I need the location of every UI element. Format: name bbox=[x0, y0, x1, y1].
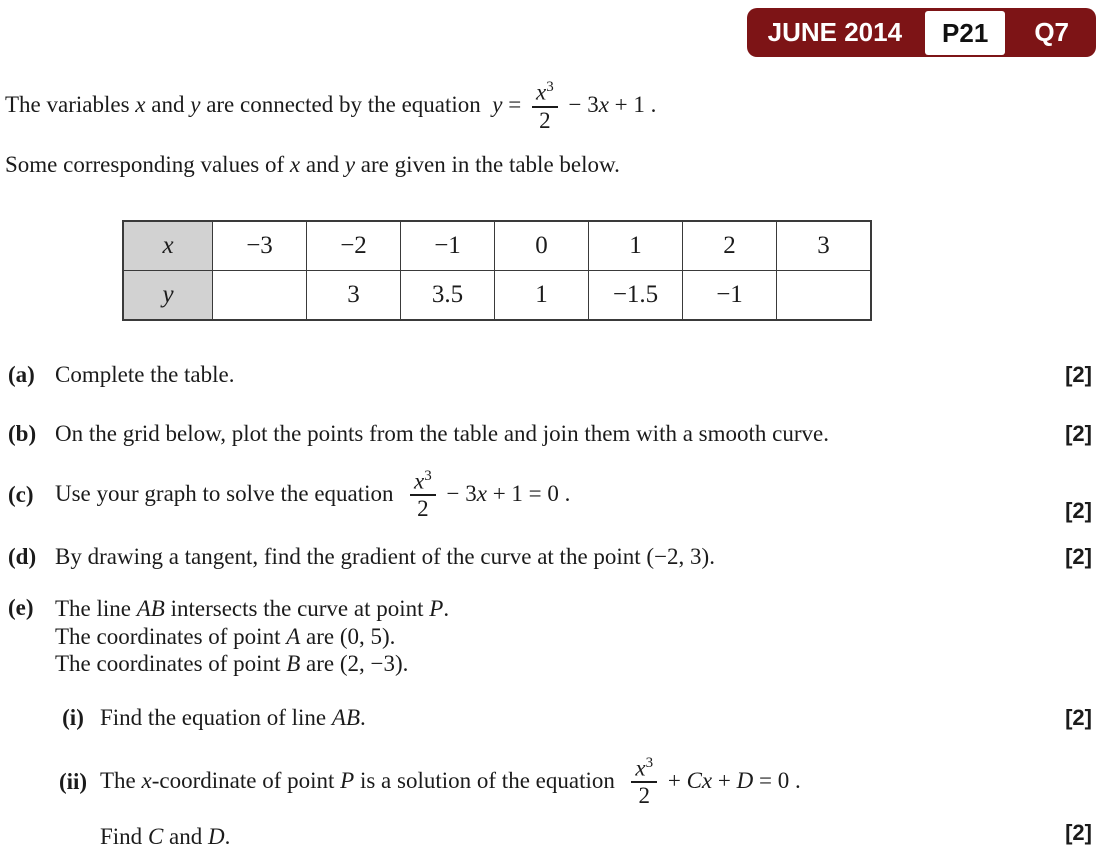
exam-session-label: JUNE 2014 bbox=[767, 17, 903, 47]
row-header-x: x bbox=[123, 221, 213, 271]
question-number-label: Q7 bbox=[1034, 17, 1069, 47]
fraction-numerator: $x^3$ bbox=[410, 469, 436, 497]
part-b-label: (b) bbox=[8, 421, 37, 446]
table-row-x bbox=[123, 221, 871, 271]
part-c bbox=[8, 458, 1092, 532]
paper-number-label: P21 bbox=[925, 11, 1005, 55]
table-cell bbox=[213, 271, 307, 321]
part-b-text: On the grid below, plot the points from the table and join them with a smooth curve. bbox=[55, 421, 829, 446]
part-a-marks: [2] bbox=[1065, 362, 1092, 387]
intro-equation-line bbox=[5, 80, 656, 133]
fraction-x-cubed-over-2 bbox=[631, 756, 657, 809]
fraction-denominator: 2 bbox=[539, 107, 551, 133]
part-b-marks: [2] bbox=[1065, 421, 1092, 446]
part-e-line2: The coordinates of point A are (0, 5). bbox=[55, 623, 396, 649]
fraction-numerator: $x^3$ bbox=[532, 80, 558, 108]
part-a-text: Complete the table. bbox=[55, 362, 235, 387]
part-c-marks: [2] bbox=[1065, 498, 1092, 523]
values-table bbox=[122, 220, 872, 321]
fraction-denominator: 2 bbox=[638, 783, 650, 809]
part-a-label: (a) bbox=[8, 362, 35, 387]
row-header-y: y bbox=[123, 271, 213, 321]
part-e-ii-label: (ii) bbox=[58, 769, 88, 794]
part-e-i bbox=[46, 705, 1092, 731]
part-e-lines bbox=[55, 595, 449, 678]
part-d-label: (d) bbox=[8, 544, 37, 569]
part-d bbox=[8, 544, 1092, 570]
table-cell: −1 bbox=[401, 221, 495, 271]
table-cell bbox=[777, 271, 872, 321]
table-cell: 1 bbox=[495, 271, 589, 321]
table-row-y bbox=[123, 271, 871, 321]
table-cell: 3 bbox=[307, 271, 401, 321]
part-e-ii-text: The x-coordinate of point P is a solution of the equation $\frac{x^3}{2}$ + Cx + D = 0 . bbox=[100, 754, 801, 809]
intro-text: The variables x and y are connected by the equation bbox=[5, 91, 493, 117]
part-c-label: (c) bbox=[8, 482, 34, 507]
equation-lhs: y = bbox=[492, 91, 527, 117]
table-cell: 2 bbox=[683, 221, 777, 271]
table-cell: 3 bbox=[777, 221, 872, 271]
part-e-i-marks: [2] bbox=[1065, 705, 1092, 730]
exam-badge bbox=[747, 8, 1096, 57]
fraction-x-cubed-over-2 bbox=[532, 80, 558, 133]
table-cell: 1 bbox=[589, 221, 683, 271]
equation-tail: − 3x + 1 . bbox=[562, 91, 657, 117]
fraction-numerator: $x^3$ bbox=[631, 756, 657, 784]
intro-table-line: Some corresponding values of x and y are given in the table below. bbox=[5, 152, 620, 177]
part-e-line1: The line AB intersects the curve at point P. bbox=[55, 596, 450, 621]
part-c-text: Use your graph to solve the equation $\frac{x^3}{2}$ − 3x + 1 = 0 . bbox=[55, 467, 571, 522]
find-c-d-text: Find C and D. bbox=[100, 824, 231, 849]
fraction-denominator: 2 bbox=[417, 496, 429, 522]
part-b bbox=[8, 421, 1092, 447]
part-e-line3: The coordinates of point B are (2, −3). bbox=[55, 651, 409, 676]
part-e-i-label: (i) bbox=[62, 705, 84, 730]
part-c-equation-tail: − 3x + 1 = 0 . bbox=[440, 480, 571, 506]
table-cell: 3.5 bbox=[401, 271, 495, 321]
part-d-marks: [2] bbox=[1065, 544, 1092, 569]
table-cell: −1.5 bbox=[589, 271, 683, 321]
part-e bbox=[8, 595, 1092, 678]
part-e-ii-find bbox=[100, 820, 1092, 850]
part-e-ii bbox=[46, 744, 1092, 820]
table-cell: −1 bbox=[683, 271, 777, 321]
fraction-x-cubed-over-2 bbox=[410, 469, 436, 522]
part-e-i-text: Find the equation of line AB. bbox=[100, 705, 366, 730]
table-cell: −2 bbox=[307, 221, 401, 271]
part-d-text: By drawing a tangent, find the gradient of the curve at the point (−2, 3). bbox=[55, 544, 715, 569]
part-e-ii-equation-tail: + Cx + D = 0 . bbox=[662, 767, 801, 793]
table-cell: −3 bbox=[213, 221, 307, 271]
table-cell: 0 bbox=[495, 221, 589, 271]
part-e-ii-marks: [2] bbox=[1065, 820, 1092, 845]
part-a bbox=[8, 362, 1092, 388]
part-e-label: (e) bbox=[8, 595, 34, 620]
